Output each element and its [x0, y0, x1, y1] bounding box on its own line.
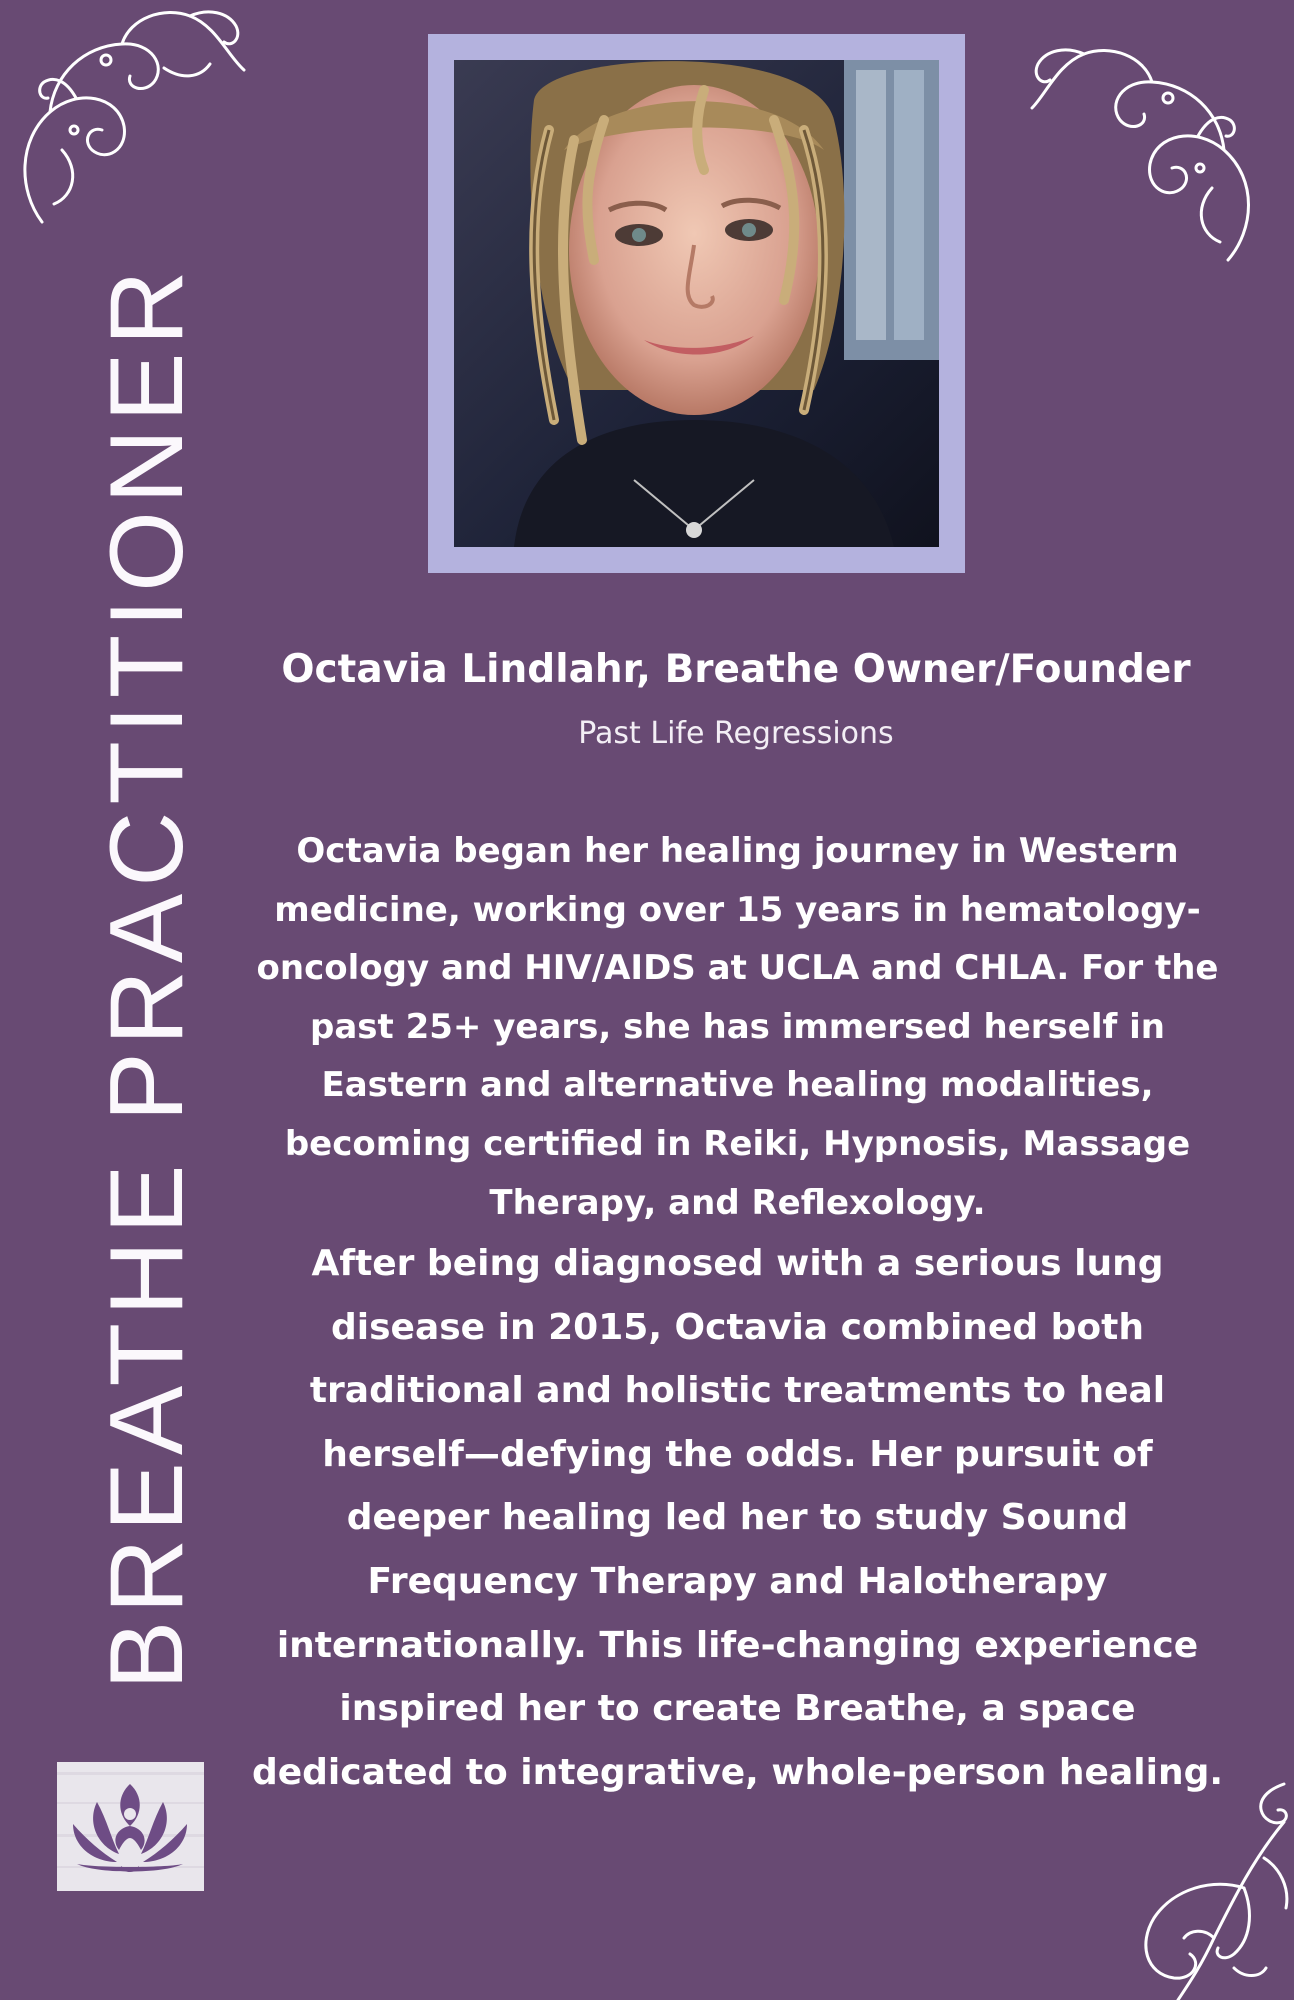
bio-paragraph-1: Octavia began her healing journey in Western medicine, working over 15 years in hematology-oncology and HIV/AIDS at UCLA and CHLA. For the past 25+ years, she has immersed herself in Eastern and alternative healing modalities, becoming certified in Reiki, Hypnosis, Massage Therapy, and Reflexology. [256, 831, 1219, 1223]
portrait-photo-icon [454, 60, 939, 547]
practitioner-name: Octavia Lindlahr, Breathe Owner/Founder [281, 647, 1191, 692]
vertical-title: BREATHE PRACTITIONER [89, 263, 205, 1690]
flourish-top-right-icon [1028, 30, 1268, 270]
practitioner-specialty: Past Life Regressions [578, 716, 894, 751]
flourish-bottom-right-icon [1094, 1778, 1294, 2000]
portrait-frame [428, 34, 965, 573]
lotus-logo-icon [57, 1762, 204, 1891]
bio-paragraph-2: After being diagnosed with a serious lung disease in 2015, Octavia combined both traditional and holistic treatments to heal herself—defying the odds. Her pursuit of deeper healing led her to study Sound Frequency Therapy and Halotherapy internationally. This life-changing experience inspired her to create Breathe, a space dedicated to integrative, whole-person healing. [251, 1243, 1224, 1793]
